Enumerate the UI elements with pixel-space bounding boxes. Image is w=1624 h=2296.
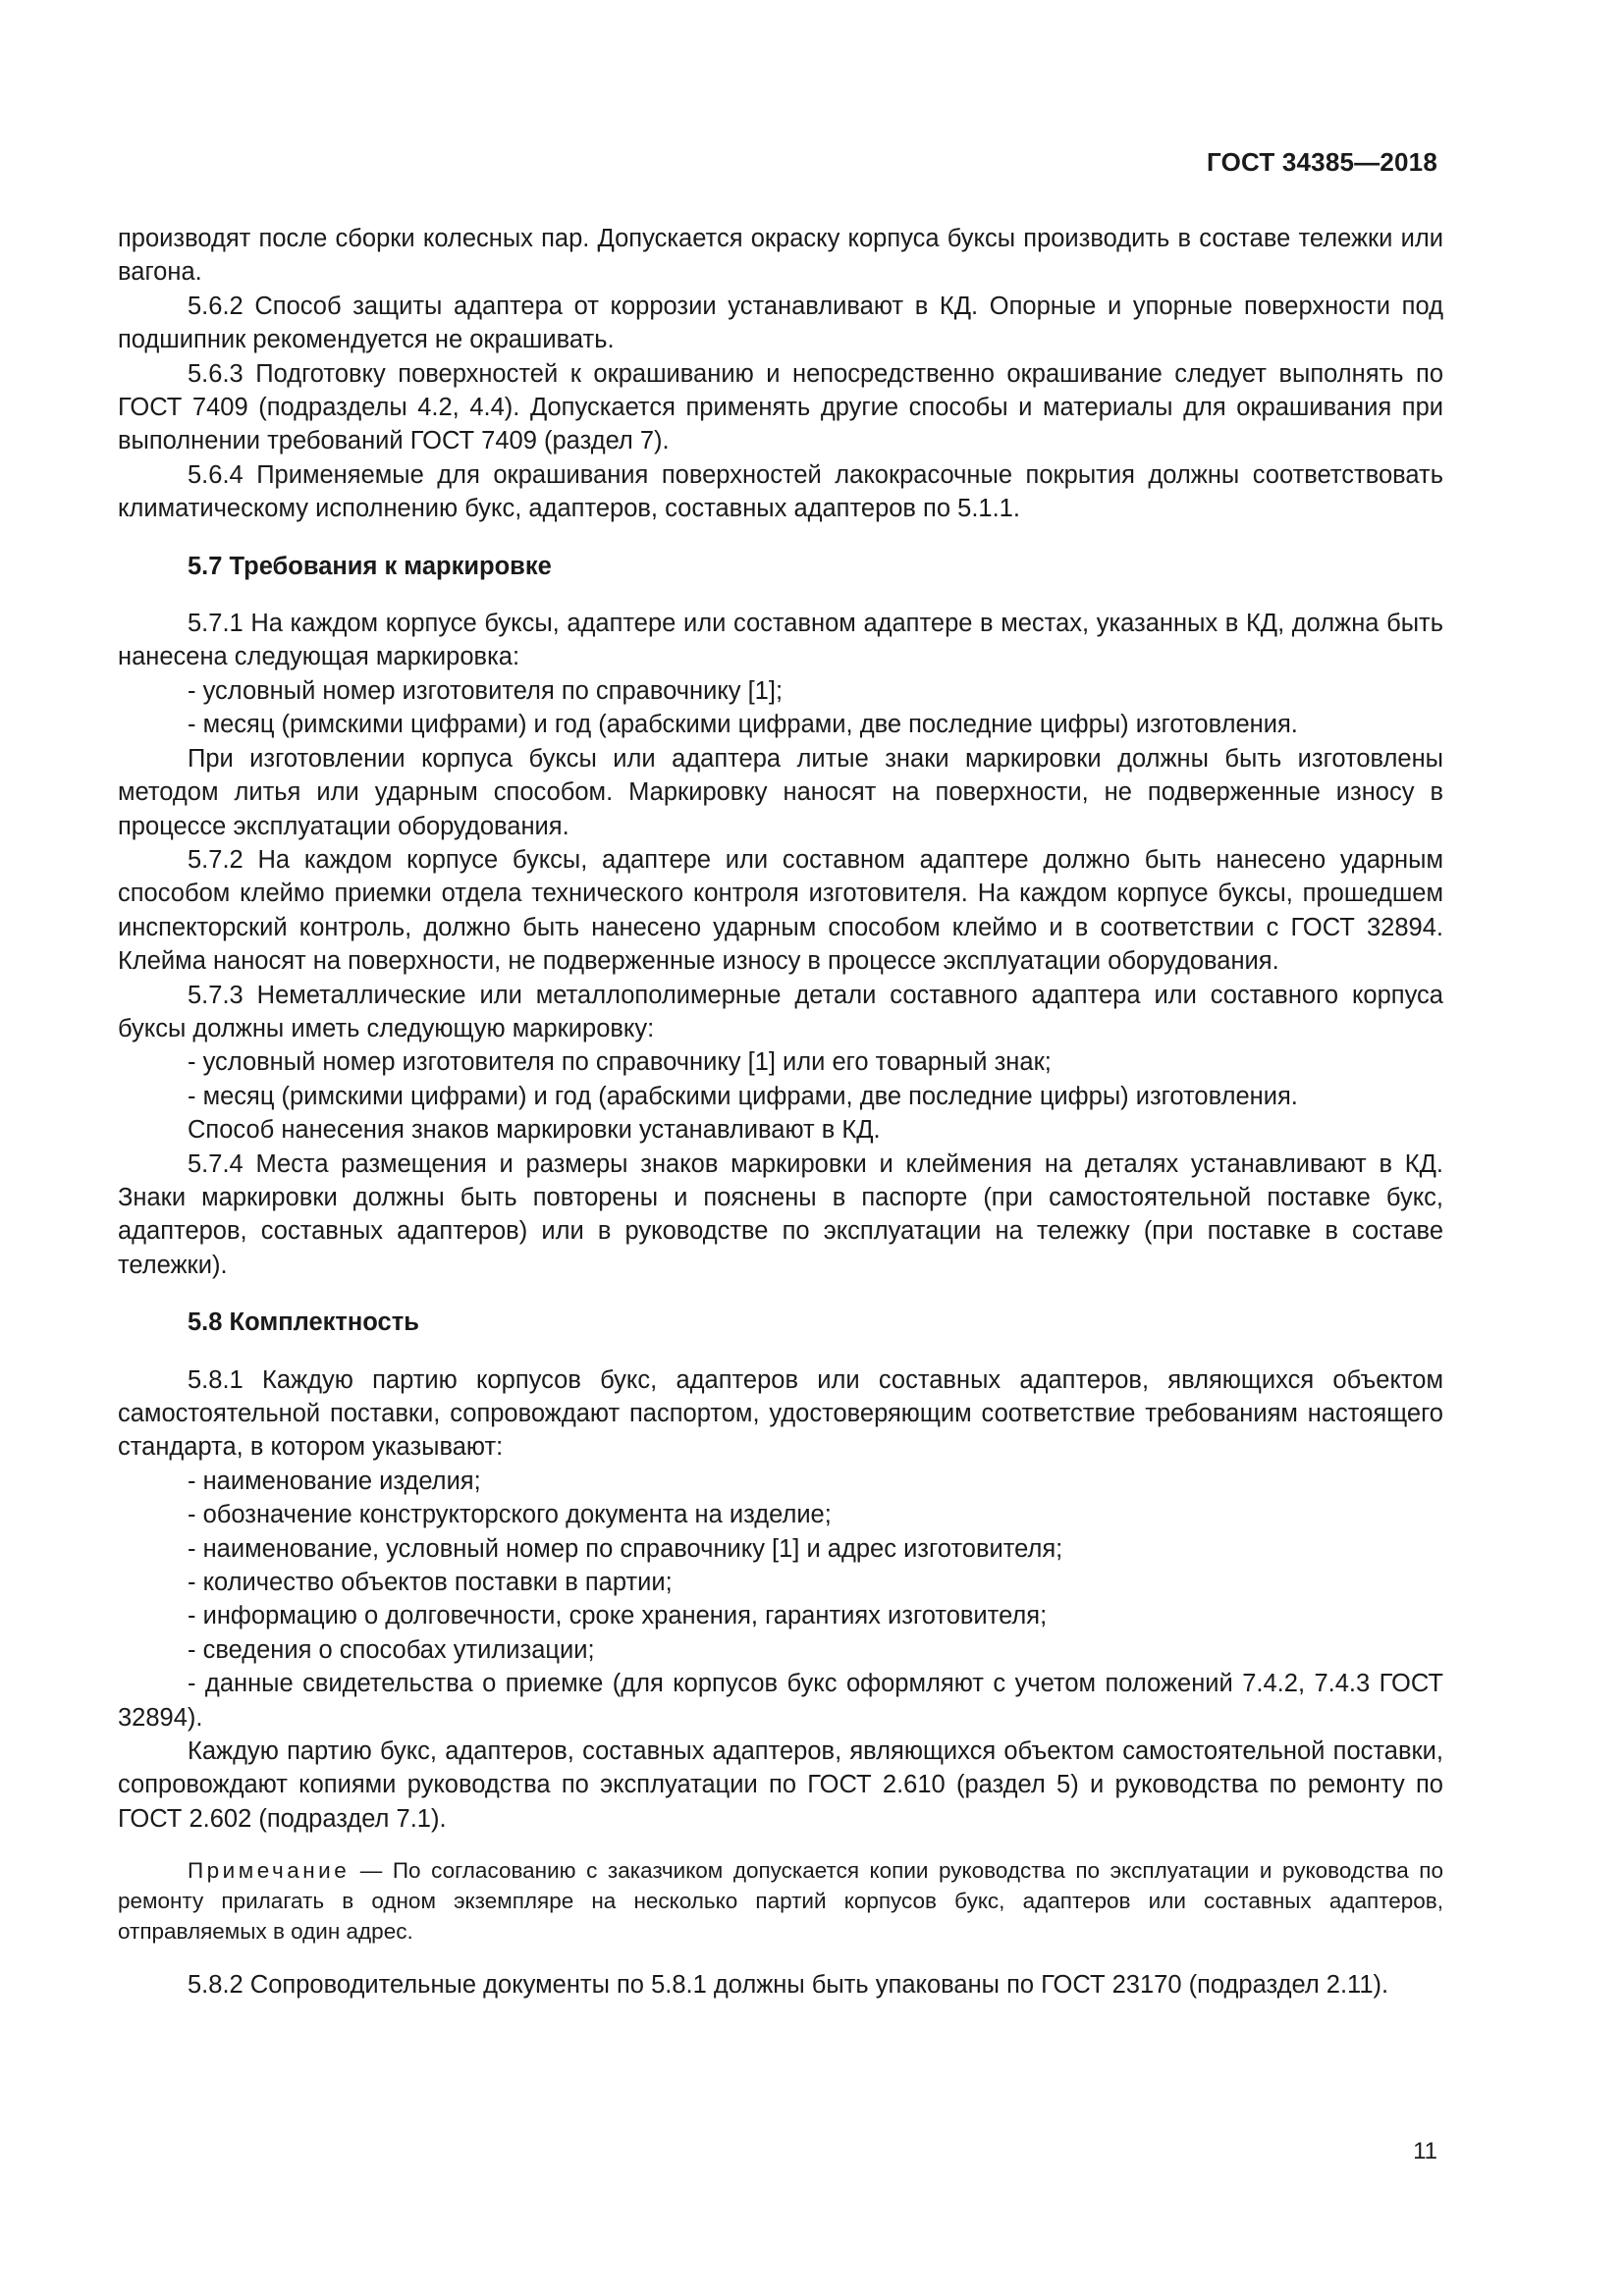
note-text: — По согласованию с заказчиком допускается копии руководства по эксплуатации и руководства по ремонту прилагать в одном экземпляре на несколько партий корпусов букс, адаптеров или составных адаптеров, отправляемых в один адрес. — [118, 1858, 1443, 1945]
document-code-header: ГОСТ 34385—2018 — [1207, 147, 1437, 177]
paragraph-continuation: производят после сборки колесных пар. Допускается окраску корпуса буксы производить в составе тележки или вагона. — [118, 225, 1443, 287]
paragraph-5-7-1: 5.7.1 На каждом корпусе буксы, адаптере или составном адаптере в местах, указанных в КД, должна быть нанесена следующая маркировка: — [118, 610, 1443, 671]
page-number: 11 — [1413, 2138, 1437, 2164]
list-item-last: - данные свидетельства о приемке (для корпусов букс оформляют с учетом положений 7.4.2, 7.4.3 ГОСТ 32894). — [118, 1670, 1443, 1732]
paragraph-5-6-3: 5.6.3 Подготовку поверхностей к окрашиванию и непосредственно окрашивание следует выполнять по ГОСТ 7409 (подразделы 4.2, 4.4). Допускается применять другие способы и материалы для окрашивания при выполнении требований ГОСТ 7409 (раздел 7). — [118, 359, 1443, 455]
paragraph-5-8-1: 5.8.1 Каждую партию корпусов букс, адаптеров или составных адаптеров, являющихся объектом самостоятельной поставки, сопровождают паспортом, удостоверяющим соответствие требованиям настоящего стандарта, в котором указывают: — [118, 1365, 1443, 1462]
paragraph-5-7-2: 5.7.2 На каждом корпусе буксы, адаптере или составном адаптере должно быть нанесено ударным способом клеймо приемки отдела технического контроля изготовителя. На каждом корпусе буксы, прошедшем инспекторский контроль, должно быть нанесено ударным способом клеймо и в соответствии с ГОСТ 32894. Клейма наносят на поверхности, не подверженные износу в процессе эксплуатации оборудования. — [118, 845, 1443, 976]
list-item: - условный номер изготовителя по справочнику [1]; — [188, 676, 784, 705]
paragraph-5-7-1-casting: При изготовлении корпуса буксы или адаптера литые знаки маркировки должны быть изготовлены методом литья или ударным способом. Маркировку наносят на поверхности, не подверженные износу в процессе эксплуатации оборудования. — [118, 744, 1443, 840]
list-item: - наименование, условный номер по справочнику [1] и адрес изготовителя; — [188, 1534, 1063, 1563]
note — [118, 1855, 1443, 1947]
list-item: - месяц (римскими цифрами) и год (арабскими цифрами, две последние цифры) изготовления. — [188, 1082, 1298, 1110]
list-item: - обозначение конструкторского документа на изделие; — [188, 1501, 832, 1529]
section-heading-5-7: 5.7 Требования к маркировке — [188, 552, 552, 580]
section-heading-5-8: 5.8 Комплектность — [188, 1308, 419, 1337]
list-item: - условный номер изготовителя по справочнику [1] или его товарный знак; — [188, 1048, 1052, 1077]
note-label: Примечание — [188, 1858, 351, 1884]
paragraph-5-7-3-method: Способ нанесения знаков маркировки устанавливают в КД. — [188, 1116, 881, 1145]
list-item: - количество объектов поставки в партии; — [188, 1569, 673, 1597]
paragraph-5-7-4: 5.7.4 Места размещения и размеры знаков маркировки и клеймения на деталях устанавливают в КД. Знаки маркировки должны быть повторены и пояснены в паспорте (при самостоятельной поставке букс, адаптеров, составных адаптеров) или в руководстве по эксплуатации на тележку (при поставке в составе тележки). — [118, 1149, 1443, 1279]
paragraph-5-8-2: 5.8.2 Сопроводительные документы по 5.8.1 должны быть упакованы по ГОСТ 23170 (подраздел 2.11). — [188, 1971, 1389, 2000]
document-body — [118, 222, 1443, 2002]
paragraph-5-8-1-copies: Каждую партию букс, адаптеров, составных адаптеров, являющихся объектом самостоятельной поставки, сопровождают копиями руководства по эксплуатации по ГОСТ 2.610 (раздел 5) и руководства по ремонту по ГОСТ 2.602 (подраздел 7.1). — [118, 1737, 1443, 1833]
paragraph-5-7-3: 5.7.3 Неметаллические или металлополимерные детали составного адаптера или составного корпуса буксы должны иметь следующую маркировку: — [118, 981, 1443, 1042]
list-item: - сведения о способах утилизации; — [188, 1635, 595, 1664]
list-item: - информацию о долговечности, сроке хранения, гарантиях изготовителя; — [188, 1602, 1048, 1630]
list-item: - месяц (римскими цифрами) и год (арабскими цифрами, две последние цифры) изготовления. — [188, 711, 1298, 739]
paragraph-5-6-2: 5.6.2 Способ защиты адаптера от коррозии устанавливают в КД. Опорные и упорные поверхности под подшипник рекомендуется не окрашивать. — [118, 292, 1443, 354]
list-item: - наименование изделия; — [188, 1467, 481, 1495]
paragraph-5-6-4: 5.6.4 Применяемые для окрашивания поверхностей лакокрасочные покрытия должны соответствовать климатическому исполнению букс, адаптеров, составных адаптеров по 5.1.1. — [118, 460, 1443, 523]
